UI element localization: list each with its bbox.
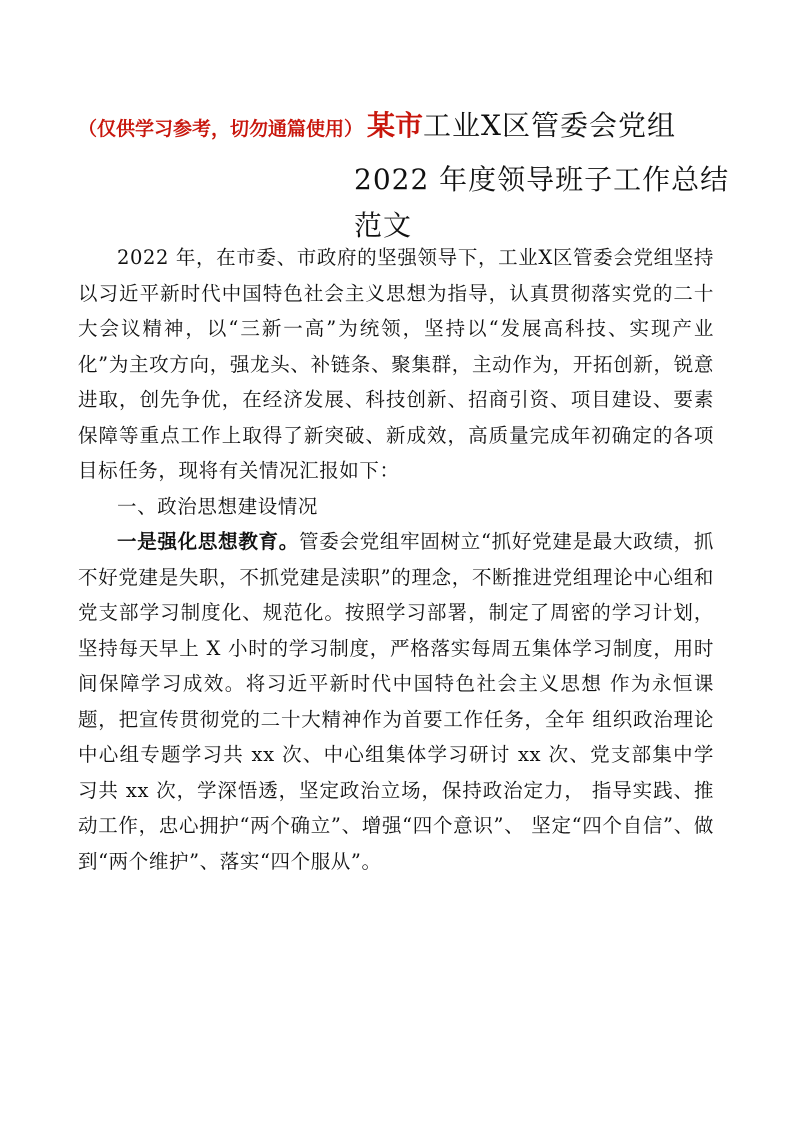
title-line-2: 2022 年度领导班子工作总结 bbox=[354, 163, 730, 196]
section-1-paragraph bbox=[78, 524, 714, 879]
section-1-lead: 一是强化思想教育。 bbox=[117, 530, 299, 553]
title-main: 工业X区管委会党组 bbox=[423, 109, 676, 142]
title-line-3: 范文 bbox=[354, 209, 413, 242]
section-heading-1: 一、政治思想建设情况 bbox=[117, 494, 319, 518]
title-line-1 bbox=[78, 104, 738, 144]
disclaimer-note: （仅供学习参考，切勿通篇使用） bbox=[78, 118, 364, 140]
title-block bbox=[78, 104, 738, 244]
title-city: 某市 bbox=[367, 109, 424, 142]
section-1-text: 管委会党组牢固树立“抓好党建是最大政绩，抓不好党建是失职，不抓党建是渎职”的理念，不断推进党组理论中心组和党支部学习制度化、规范化。按照学习部署，制定了周密的学习计划，坚持每天早上 X 小时的学习制度，严格落实每周五集体学习制度，用时间保障学习成效。将习近平新时代中国特色社会主义思想 作为永恒课题，把宣传贯彻党的二十大精神作为首要工作任务，全年 组织政治理论中心组专题学习共 xx 次、中心组集体学习研讨 xx 次、党支部集中学习共 xx 次，学深悟透，坚定政治立场，保持政治定力， 指导实践、推动工作，忠心拥护“两个确立”、增强“四个意识”、 坚定“四个自信”、做到“两个维护”、落实“四个服从”。 bbox=[78, 530, 714, 873]
intro-paragraph: 2022 年，在市委、市政府的坚强领导下，工业X区管委会党组坚持以习近平新时代中国特色社会主义思想为指导，认真贯彻落实党的二十大会议精神，以“三新一高”为统领，坚持以“发展高科技、实现产业化”为主攻方向，强龙头、补链条、聚集群，主动作为，开拓创新，锐意进取，创先争优，在经济发展、科技创新、招商引资、项目建设、要素保障等重点工作上取得了新突破、新成效，高质量完成年初确定的各项目标任务，现将有关情况汇报如下： bbox=[78, 246, 714, 482]
document-body bbox=[78, 240, 714, 879]
